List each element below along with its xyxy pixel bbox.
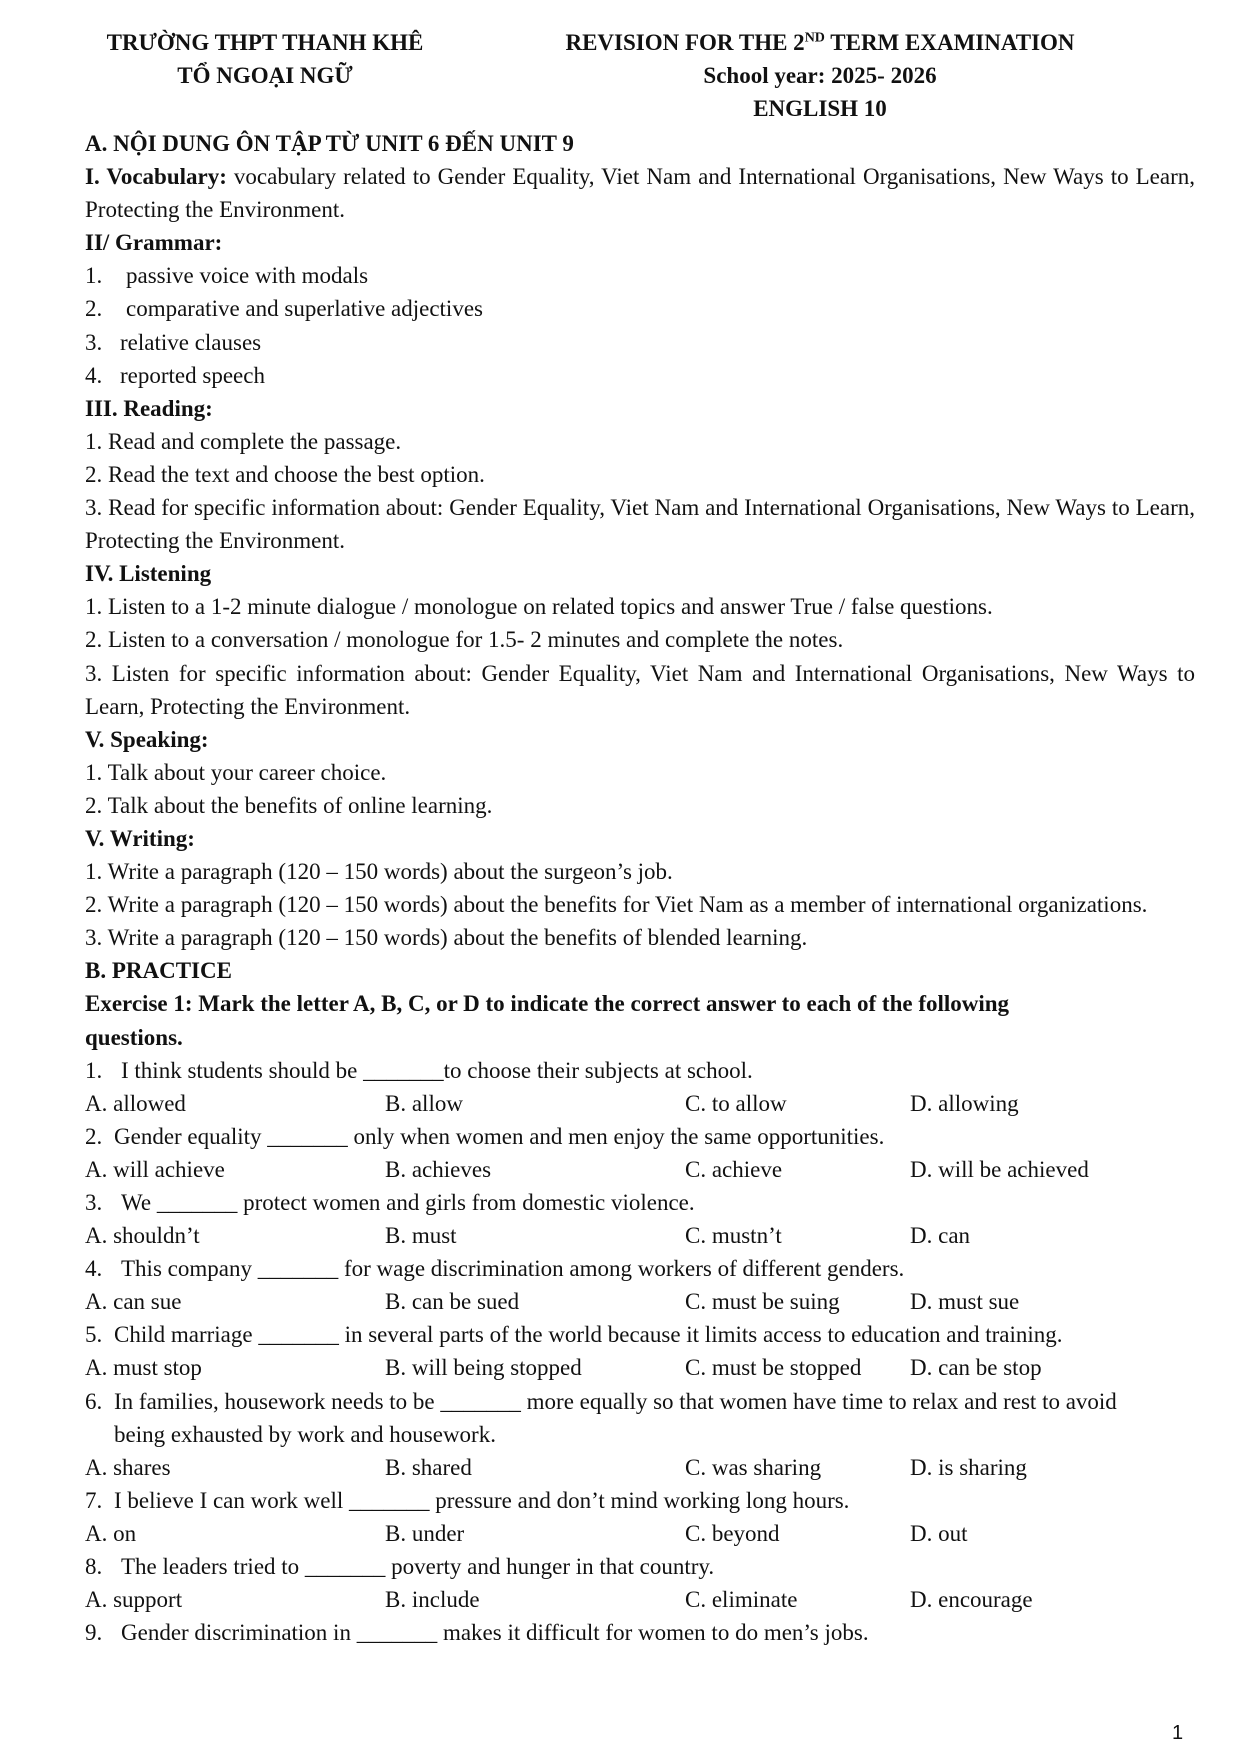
question-4: 4. This company _______ for wage discrimination among workers of different genders. xyxy=(85,1252,1195,1285)
document-body xyxy=(85,127,1195,1649)
option-b: B. include xyxy=(385,1587,480,1613)
writing-heading: V. Writing: xyxy=(85,825,195,851)
question-text: Gender discrimination in _______ makes it difficult for women to do men’s jobs. xyxy=(121,1620,869,1646)
grammar-item: 2. comparative and superlative adjectives xyxy=(85,296,483,322)
option-c: C. must be suing xyxy=(685,1289,840,1315)
question-5: 5. Child marriage _______ in several parts of the world because it limits access to education and training. xyxy=(85,1318,1195,1351)
option-a: A. support xyxy=(85,1587,183,1613)
exercise-1-title: Exercise 1: Mark the letter A, B, C, or D to indicate the correct answer to each of the following questions. xyxy=(85,991,1010,1050)
question-1-options xyxy=(85,1087,1195,1120)
option-d: D. out xyxy=(910,1520,968,1546)
exam-title: REVISION FOR THE 2ND TERM EXAMINATION xyxy=(565,30,1075,55)
question-6: 6. In families, housework needs to be _______ more equally so that women have time to relax and rest to avoid being exhausted by work and housework. xyxy=(85,1385,1155,1451)
question-3-options xyxy=(85,1219,1195,1252)
question-7-options xyxy=(85,1517,1195,1550)
listening-item: 1. Listen to a 1-2 minute dialogue / monologue on related topics and answer True / false questions. xyxy=(85,594,993,620)
question-text: We _______ protect women and girls from domestic violence. xyxy=(121,1190,695,1215)
question-9: 9. Gender discrimination in _______ makes it difficult for women to do men’s jobs. xyxy=(85,1616,1195,1649)
school-name: TRƯỜNG THPT THANH KHÊ xyxy=(106,30,424,55)
reading-item: 2. Read the text and choose the best option. xyxy=(85,461,485,487)
option-a: A. will achieve xyxy=(85,1156,225,1182)
option-a: A. allowed xyxy=(85,1090,186,1116)
option-d: D. is sharing xyxy=(910,1454,1027,1480)
vocabulary-label: I. Vocabulary: xyxy=(85,164,227,190)
option-b: B. can be sued xyxy=(385,1289,520,1315)
question-text: This company _______ for wage discrimination among workers of different genders. xyxy=(121,1256,905,1282)
question-4-options xyxy=(85,1285,1195,1318)
option-d: D. can xyxy=(910,1223,971,1249)
reading-item: 3. Read for specific information about: Gender Equality, Viet Nam and International Organisations, New Ways to Learn, Protecting the Environment. xyxy=(85,495,1195,554)
question-text: The leaders tried to _______ poverty and hunger in that country. xyxy=(121,1554,715,1580)
option-c: C. achieve xyxy=(685,1156,783,1182)
speaking-item: 2. Talk about the benefits of online learning. xyxy=(85,792,493,818)
question-7: 7. I believe I can work well _______ pressure and don’t mind working long hours. xyxy=(85,1484,1195,1517)
school-year: School year: 2025- 2026 xyxy=(703,63,937,88)
option-a: A. on xyxy=(85,1520,137,1546)
option-c: C. must be stopped xyxy=(685,1355,862,1381)
option-a: A. shares xyxy=(85,1454,171,1480)
question-2-options xyxy=(85,1153,1195,1186)
option-b: B. must xyxy=(385,1223,457,1249)
title-block xyxy=(520,26,1120,125)
vocabulary-text: vocabulary related to Gender Equality, Viet Nam and International Organisations, New Ways to Learn, Protecting the Environment. xyxy=(85,164,1195,223)
option-c: C. mustn’t xyxy=(685,1223,782,1249)
writing-item: 2. Write a paragraph (120 – 150 words) about the benefits for Viet Nam as a member of international organizations. xyxy=(85,892,1148,918)
grammar-heading: II/ Grammar: xyxy=(85,230,223,256)
department-name: TỔ NGOẠI NGỮ xyxy=(177,63,353,88)
question-text: Gender equality _______ only when women and men enjoy the same opportunities. xyxy=(114,1123,885,1149)
question-text: I believe I can work well _______ pressure and don’t mind working long hours. xyxy=(114,1487,850,1513)
reading-item: 1. Read and complete the passage. xyxy=(85,428,402,454)
option-c: C. to allow xyxy=(685,1090,787,1116)
question-3: 3. We _______ protect women and girls from domestic violence. xyxy=(85,1186,1195,1219)
grammar-item: 3. relative clauses xyxy=(85,329,262,355)
writing-item: 1. Write a paragraph (120 – 150 words) about the surgeon’s job. xyxy=(85,859,673,885)
option-b: B. will being stopped xyxy=(385,1355,582,1381)
grammar-item: 4. reported speech xyxy=(85,362,265,388)
option-a: A. must stop xyxy=(85,1355,202,1381)
writing-item: 3. Write a paragraph (120 – 150 words) about the benefits of blended learning. xyxy=(85,925,808,951)
option-a: A. shouldn’t xyxy=(85,1223,200,1249)
option-c: C. was sharing xyxy=(685,1454,822,1480)
subject-name: ENGLISH 10 xyxy=(753,96,887,121)
speaking-heading: V. Speaking: xyxy=(85,726,209,752)
option-d: D. must sue xyxy=(910,1289,1020,1315)
question-text: I think students should be _______to choose their subjects at school. xyxy=(121,1057,753,1083)
option-c: C. eliminate xyxy=(685,1587,798,1613)
vocabulary-paragraph xyxy=(85,160,1195,226)
reading-heading: III. Reading: xyxy=(85,395,213,421)
option-d: D. can be stop xyxy=(910,1355,1042,1381)
option-b: B. allow xyxy=(385,1090,463,1116)
section-b-heading: B. PRACTICE xyxy=(85,958,232,984)
question-6-options xyxy=(85,1451,1195,1484)
question-text: In families, housework needs to be _______ more equally so that women have time to relax and rest to avoid being exhausted by work and housework. xyxy=(114,1388,1117,1447)
question-8: 8. The leaders tried to _______ poverty and hunger in that country. xyxy=(85,1550,1195,1583)
option-c: C. beyond xyxy=(685,1520,780,1546)
ordinal-suffix: ND xyxy=(804,30,825,46)
question-text: Child marriage _______ in several parts of the world because it limits access to education and training. xyxy=(114,1322,1063,1348)
question-8-options xyxy=(85,1583,1195,1616)
option-b: B. under xyxy=(385,1520,465,1546)
listening-item: 3. Listen for specific information about: Gender Equality, Viet Nam and International Organisations, New Ways to Learn, Protecting the Environment. xyxy=(85,660,1195,719)
school-block xyxy=(60,26,470,92)
question-5-options xyxy=(85,1351,1195,1384)
listening-item: 2. Listen to a conversation / monologue for 1.5- 2 minutes and complete the notes. xyxy=(85,627,844,653)
page-number: 1 xyxy=(1172,1722,1184,1744)
grammar-item: 1. passive voice with modals xyxy=(85,263,369,289)
question-2: 2. Gender equality _______ only when women and men enjoy the same opportunities. xyxy=(85,1120,1195,1153)
question-1: 1. I think students should be _______to choose their subjects at school. xyxy=(85,1054,1195,1087)
option-d: D. will be achieved xyxy=(910,1156,1089,1182)
option-a: A. can sue xyxy=(85,1289,182,1315)
option-b: B. shared xyxy=(385,1454,472,1480)
option-d: D. encourage xyxy=(910,1587,1033,1613)
listening-heading: IV. Listening xyxy=(85,561,212,587)
option-b: B. achieves xyxy=(385,1156,492,1182)
speaking-item: 1. Talk about your career choice. xyxy=(85,759,387,785)
section-a-heading: A. NỘI DUNG ÔN TẬP TỪ UNIT 6 ĐẾN UNIT 9 xyxy=(85,131,574,156)
option-d: D. allowing xyxy=(910,1090,1019,1116)
